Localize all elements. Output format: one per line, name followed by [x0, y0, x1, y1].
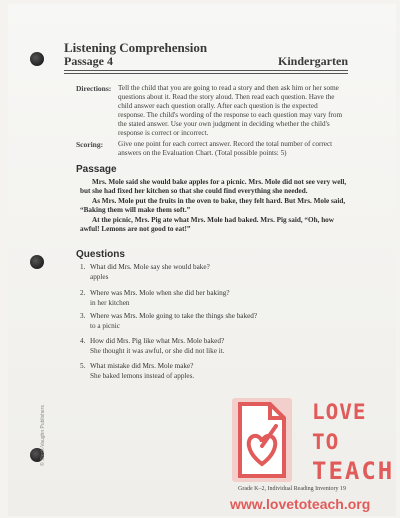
footer-grade-line: Grade K–2, Individual Reading Inventory 19: [238, 486, 346, 492]
love-to-teach-logo: [232, 398, 292, 482]
directions-line: response. The child's wording of the response to each question may vary from: [118, 111, 343, 119]
expected-answer: to a picnic: [90, 322, 120, 330]
binder-hole: [30, 52, 44, 66]
question-number: 3.: [80, 312, 86, 320]
document-heart-icon: [232, 398, 292, 482]
question-number: 2.: [80, 289, 86, 297]
directions-text: [118, 84, 352, 138]
scoring-text: [118, 140, 352, 158]
directions-line: questions about it. Read the story aloud. Then read each question. Have the: [118, 93, 335, 101]
logo-word-teach: TEACH: [312, 457, 395, 485]
scoring-line: Give one point for each correct answer. Record the total number of correct: [118, 140, 333, 148]
question-number: 5.: [80, 362, 86, 370]
copyright-note: © Steck-Vaughn Publishers: [40, 405, 46, 466]
directions-line: child answer each question orally. After each question is the expected: [118, 102, 318, 110]
question-text: Where was Mrs. Mole going to take the things she baked?: [90, 312, 258, 320]
header-rule-thin: [64, 73, 348, 74]
expected-answer: apples: [90, 273, 109, 281]
directions-line: response is correct or incorrect.: [118, 129, 209, 137]
expected-answer: in her kitchen: [90, 299, 130, 307]
logo-word-to: TO: [312, 430, 340, 454]
question-text: How did Mrs. Pig like what Mrs. Mole baked?: [90, 337, 225, 345]
question-number: 4.: [80, 337, 86, 345]
scoring-line: answers on the Evaluation Chart. (Total possible points: 5): [118, 149, 287, 157]
logo-word-love: LOVE: [312, 400, 367, 424]
directions-line: the stated answer. Use your own judgment in deciding whether the child's: [118, 120, 330, 128]
passage-heading: Passage: [76, 164, 117, 175]
passage-label: Passage 4: [64, 54, 113, 68]
question-text: What did Mrs. Mole say she would bake?: [90, 263, 210, 271]
question-text: What mistake did Mrs. Mole make?: [90, 362, 194, 370]
passage-text: [80, 178, 352, 234]
scoring-label: Scoring:: [76, 140, 104, 149]
passage-paragraph: At the picnic, Mrs. Pig ate what Mrs. Mole had baked. Mrs. Pig said, “Oh, how awful! Lemons are not good to eat!”: [80, 215, 334, 234]
question-text: Where was Mrs. Mole when she did her baking?: [90, 289, 230, 297]
grade-label: Kindergarten: [278, 54, 348, 68]
directions-line: Tell the child that you are going to read a story and then ask him or her some: [118, 84, 339, 92]
page-title: Listening Comprehension: [64, 40, 208, 55]
directions-label: Directions:: [76, 84, 112, 93]
passage-paragraph: As Mrs. Mole put the fruits in the oven to bake, they felt hard. But Mrs. Mole said, “Baking them will make them soft.”: [80, 196, 346, 215]
website-url[interactable]: www.lovetoteach.org: [230, 496, 371, 512]
binder-hole: [30, 255, 44, 269]
questions-heading: Questions: [76, 249, 125, 260]
passage-paragraph: Mrs. Mole said she would bake apples for a picnic. Mrs. Mole did not see very well, but she had fixed her kitchen so that she could find everything she needed.: [80, 178, 347, 196]
expected-answer: She baked lemons instead of apples.: [90, 372, 195, 380]
question-number: 1.: [80, 263, 86, 271]
expected-answer: She thought it was awful, or she did not like it.: [90, 347, 225, 355]
header-rule: [64, 70, 348, 71]
